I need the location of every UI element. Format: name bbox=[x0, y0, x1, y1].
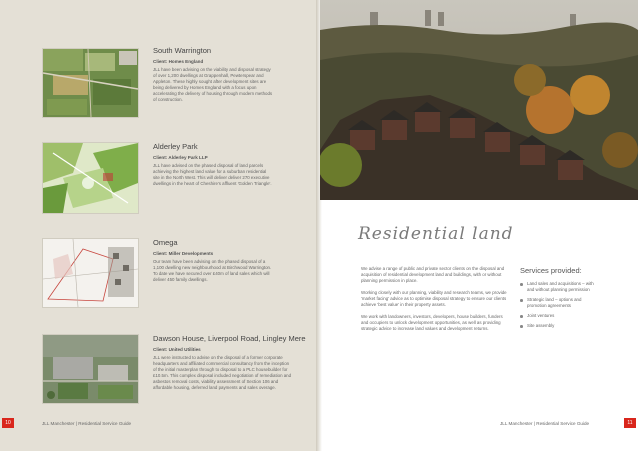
project-client: Client: United Utilities bbox=[153, 347, 201, 352]
intro-paragraph: We advise a range of public and private sector clients on the disposal and acquisition of residential development land and buildings, with or without planning permission in place. bbox=[361, 266, 505, 283]
hero-photo-suburban-houses bbox=[320, 0, 638, 200]
footer-left: JLL Manchester | Residential Service Guide bbox=[42, 421, 132, 426]
project-text bbox=[153, 238, 273, 283]
service-item bbox=[520, 313, 602, 319]
services-heading: Services provided: bbox=[520, 266, 582, 275]
project-title: South Warrington bbox=[153, 46, 212, 55]
page-number-right: 11 bbox=[624, 418, 636, 428]
project-title: Alderley Park bbox=[153, 142, 198, 151]
service-item-label: Joint ventures bbox=[527, 313, 555, 318]
project-description: JLL have been advising on the viability and disposal strategy of over 1,200 dwellings at Grappenhall, Pewterspear and Appleton. These highly sought after development sites are being delivered by Homes England with a focus upon accelerating the delivery of housing through modern methods of construction. bbox=[153, 67, 273, 102]
service-item-label: Strategic land – options and promotion agreements bbox=[527, 297, 582, 308]
site-plan-omega bbox=[42, 238, 139, 308]
bullet-icon bbox=[520, 315, 523, 318]
bullet-icon bbox=[520, 325, 523, 328]
project-description: JLL were instructed to advise on the disposal of a former corporate headquarters and affiliated commercial consultancy from the inception of the initial masterplan through to disposal to a PLC housebuilder for £10.5m. This complex disposal included negotiation of remediation and asbestos removal costs, viability assessment of Section 106 and affordable housing, deferred land payments and sales overage. bbox=[153, 355, 292, 390]
intro-paragraph: Working closely with our planning, viability and research teams, we provide 'market facing' advice as to optimise disposal strategy to ensure our clients achieve 'best value' in their property assets. bbox=[361, 290, 507, 307]
service-item bbox=[520, 323, 602, 329]
project-client: Client: Alderley Park LLP bbox=[153, 155, 208, 160]
services-list bbox=[520, 281, 602, 329]
project-title: Omega bbox=[153, 238, 178, 247]
masterplan-map-alderley-park bbox=[42, 142, 139, 214]
service-item-label: Land sales and acquisitions – with and without planning permission bbox=[527, 281, 594, 292]
intro-text bbox=[361, 266, 507, 338]
bullet-icon bbox=[520, 283, 523, 286]
project-client: Client: Homes England bbox=[153, 59, 204, 64]
service-item-label: Site assembly bbox=[527, 323, 555, 328]
section-title: Residential land bbox=[358, 224, 514, 244]
project-description: JLL have advised on the phased disposal of land parcels achieving the highest land value for a suburban residential site in the North West. This will deliver deliver 270 executive dwellings in the heart of Cheshire's affluent 'Golden Triangle'. bbox=[153, 163, 272, 186]
aerial-photo-dawson-house bbox=[42, 334, 139, 404]
aerial-photo-south-warrington bbox=[42, 48, 139, 118]
intro-paragraph: We work with landowners, investors, developers, house builders, funders and occupiers to unlock development opportunities, as well as providing strategic advice to increase land values and development returns. bbox=[361, 314, 503, 331]
project-text bbox=[153, 334, 306, 391]
project-text bbox=[153, 46, 273, 103]
service-item bbox=[520, 281, 602, 293]
services-panel bbox=[520, 266, 602, 333]
project-description: Our team have been advising on the phased disposal of a 1,100 dwelling new neighbourhood at Birchwood Warrington. To date we have secured over £40m of land sales which will deliver 450 family dwellings. bbox=[153, 259, 272, 282]
bullet-icon bbox=[520, 299, 523, 302]
project-title: Dawson House, Liverpool Road, Lingley Mere bbox=[153, 334, 306, 343]
footer-right: JLL Manchester | Residential Service Guide bbox=[500, 421, 590, 426]
project-client: Client: Miller Developments bbox=[153, 251, 214, 256]
service-item bbox=[520, 297, 602, 309]
project-text bbox=[153, 142, 273, 187]
page-number-left: 10 bbox=[2, 418, 14, 428]
